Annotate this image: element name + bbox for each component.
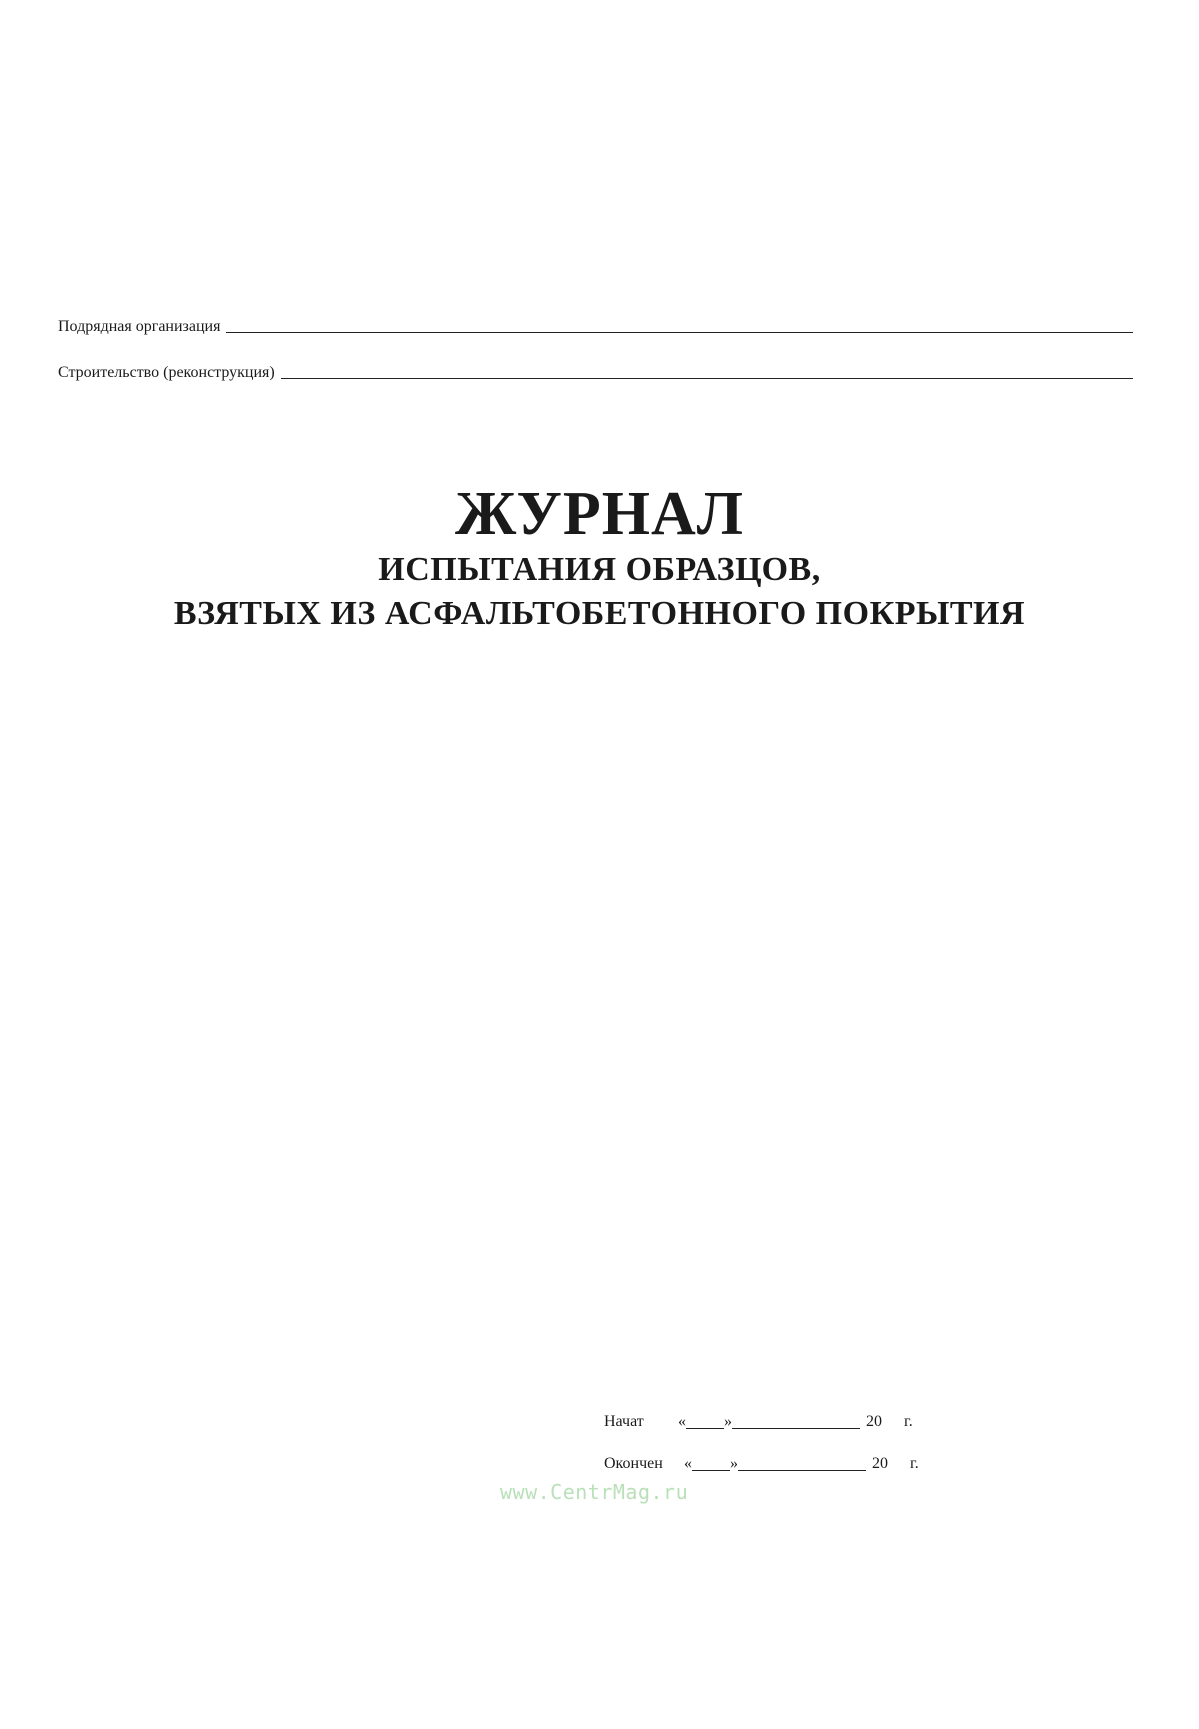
ended-month-blank: [738, 1470, 866, 1471]
open-quote: «: [678, 1413, 686, 1430]
started-day-blank: [686, 1428, 724, 1429]
contractor-label: Подрядная организация: [58, 318, 221, 335]
ended-label: Окончен: [604, 1455, 663, 1472]
contractor-blank-line: [226, 332, 1133, 333]
ended-year-prefix: 20: [872, 1455, 888, 1472]
document-title: ЖУРНАЛ: [455, 480, 744, 548]
ended-year-suffix: г.: [910, 1455, 919, 1472]
started-label: Начат: [604, 1413, 644, 1430]
close-quote: »: [724, 1413, 732, 1430]
construction-label: Строительство (реконструкция): [58, 364, 275, 381]
started-year-suffix: г.: [904, 1413, 913, 1430]
ended-date-row: [604, 1454, 919, 1474]
started-year-prefix: 20: [866, 1413, 882, 1430]
started-month-blank: [732, 1428, 860, 1429]
document-title-block: [0, 480, 1199, 636]
document-subtitle-line-1: ИСПЫТАНИЯ ОБРАЗЦОВ,: [378, 551, 821, 588]
document-subtitle-line-2: ВЗЯТЫХ ИЗ АСФАЛЬТОБЕТОННОГО ПОКРЫТИЯ: [173, 595, 1026, 632]
contractor-field: [58, 318, 1133, 336]
ended-day-blank: [692, 1470, 730, 1471]
open-quote: «: [684, 1455, 692, 1472]
started-date-row: [604, 1412, 919, 1432]
close-quote: »: [730, 1455, 738, 1472]
construction-blank-line: [281, 378, 1133, 379]
watermark-text: www.CentrMag.ru: [500, 1480, 689, 1504]
construction-field: [58, 364, 1133, 382]
